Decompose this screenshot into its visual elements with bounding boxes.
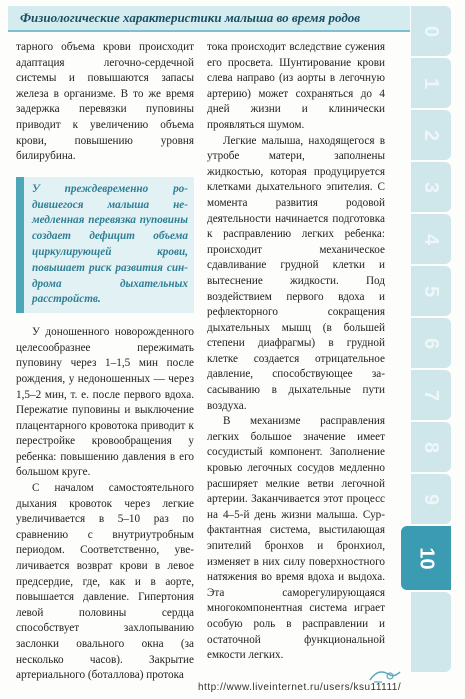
tab-6[interactable]: 6 [411,318,451,368]
tab-7[interactable]: 7 [411,370,451,420]
left-paragraph-3: С началом самостоятельного дыхания кровоток через легкие увеличивается в 5–10 раз по сравнению с внутриутробным периодом. Соответственно, увеличивается возврат крови в левое предсердие, где, как и в аорте, повышается давление. Гипертония левой половины сердца способствует захлопыванию заслонки овального окна (за несколько часов). Закрытие артериального (боталлова) протока [16,482,194,682]
tab-blank [411,592,451,672]
tab-2[interactable]: 2 [411,110,451,160]
callout-box: У преждевременно родившегося малыша немедленная перевязка пуповины создает дефицит объема циркулирующей крови, повышает риск развития синдрома дыхательных расстройств. [16,177,194,313]
tab-4[interactable]: 4 [411,214,451,264]
watermark-url: http://www.liveinternet.ru/users/ksu11111/ [198,682,402,693]
left-paragraph-2: У доношенного новорожденного целесообразнее пережимать пуповину через 1–1,5 мин после рождения, у недоношенных — через 1,5–2 мин, т. е. после первого вдоха. Пережатие пуповины и выключение плацентарного кровотока приводит к перестройке кровообращения у ребенка: повышению давления в его большом круге. [16,326,194,479]
left-column [16,40,194,684]
tab-0[interactable]: 0 [411,6,451,56]
tab-3[interactable]: 3 [411,162,451,212]
header-title: Физиологические характеристики малыша во время родов [20,10,361,25]
right-column [207,40,385,664]
tab-8[interactable]: 8 [411,422,451,472]
right-paragraph-2: Легкие малыша, находящегося в утробе матери, заполнены жидкостью, которая продуцируется клетками дыхательного эпителия. С момента развития родовой деятельности начинается подготовка к расправлению легких ребенка: происходит механическое сдавливание грудной клетки и вытеснение жидкости. Под воздействием первого вдоха и рефлекторного сокращения дыхательных мышц (в большей степени диафрагмы) в грудной клетке создается отрицательное давление, способствующее засасыванию в дыхательные пути воздуха. [207,134,385,412]
right-paragraph-1: тока происходит вследствие сужения его просвета. Шунтирование крови слева направо (из аорты в легочную артерию) может сохраняться до 4 дней жизни и клинически проявляться шумом. [207,41,385,131]
left-paragraph-1: тарного объема крови происходит адаптация легочно-сердечной системы и повышаются запасы железа в организме. В то же время задержка перевязки пуповины приводит к увеличению объема крови, повышению уровня билирубина. [16,41,194,163]
tab-10-active[interactable]: 10 [401,526,451,590]
tab-9[interactable]: 9 [411,474,451,524]
tab-5[interactable]: 5 [411,266,451,316]
tab-1[interactable]: 1 [411,58,451,108]
right-paragraph-3: В механизме расправления легких большое значение имеет сосудистый компонент. Заполнение кровью легочных сосудов медленно расширяет мелкие ветви легочной артерии. Заканчивается этот процесс на 4–5-й день жизни малыша. Сурфактантная система, выстилающая эпителий бронхов и бронхиол, изменяет в них силу поверхностного натяжения во время вдоха и выдоха. Эта саморегулирующаяся многокомпонентная система играет особую роль в расправлении и остаточной функциональной емкости легких. [207,415,385,662]
chapter-tabs [411,6,451,686]
running-header [8,6,410,32]
